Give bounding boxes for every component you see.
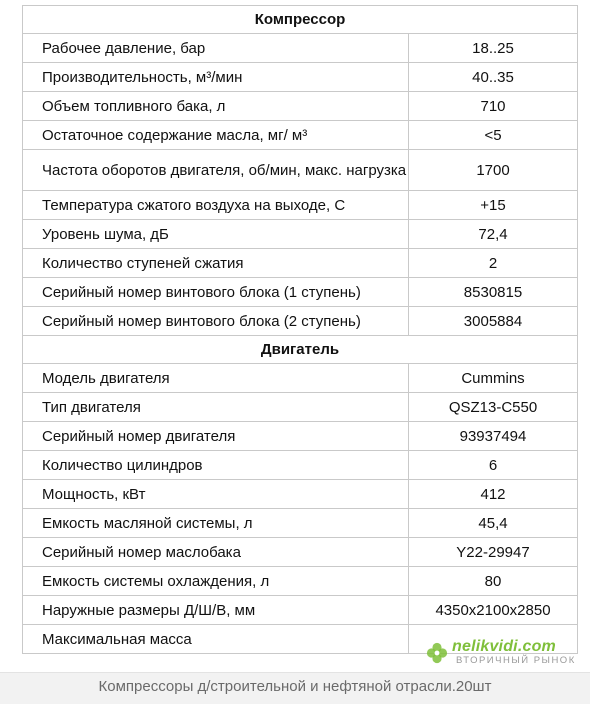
row-label: Емкость системы охлаждения, л	[23, 567, 409, 596]
table-row	[23, 364, 578, 393]
table-row	[23, 422, 578, 451]
table-row	[23, 220, 578, 249]
row-value: +15	[409, 191, 578, 220]
row-value: QSZ13-C550	[409, 393, 578, 422]
row-label: Количество цилиндров	[23, 451, 409, 480]
row-value: 2	[409, 249, 578, 278]
section-header-engine	[23, 336, 578, 364]
row-label: Серийный номер винтового блока (1 ступень)	[23, 278, 409, 307]
table-row	[23, 63, 578, 92]
spec-table	[22, 5, 578, 654]
row-value: <5	[409, 121, 578, 150]
section-title: Компрессор	[23, 6, 578, 34]
row-value: 80	[409, 567, 578, 596]
row-label: Производительность, м³/мин	[23, 63, 409, 92]
row-label: Частота оборотов двигателя, об/мин, макс. нагрузка	[23, 150, 409, 191]
image-caption: Компрессоры д/строительной и нефтяной отрасли.20шт	[98, 678, 492, 695]
table-row	[23, 451, 578, 480]
table-row	[23, 249, 578, 278]
row-label: Остаточное содержание масла, мг/ м³	[23, 121, 409, 150]
table-row	[23, 34, 578, 63]
row-label: Объем топливного бака, л	[23, 92, 409, 121]
row-label: Емкость масляной системы, л	[23, 509, 409, 538]
table-row	[23, 278, 578, 307]
row-label: Уровень шума, дБ	[23, 220, 409, 249]
row-value: 45,4	[409, 509, 578, 538]
table-row	[23, 92, 578, 121]
caption-bar	[0, 672, 590, 704]
row-label: Мощность, кВт	[23, 480, 409, 509]
table-row	[23, 567, 578, 596]
table-row	[23, 393, 578, 422]
row-value: 4350x2100x2850	[409, 596, 578, 625]
table-row	[23, 121, 578, 150]
row-label: Серийный номер маслобака	[23, 538, 409, 567]
row-value: 6	[409, 451, 578, 480]
table-row	[23, 150, 578, 191]
row-label: Серийный номер винтового блока (2 ступень)	[23, 307, 409, 336]
table-row	[23, 596, 578, 625]
row-label: Модель двигателя	[23, 364, 409, 393]
table-row	[23, 480, 578, 509]
row-value: 710	[409, 92, 578, 121]
row-value: 72,4	[409, 220, 578, 249]
clover-logo-icon	[426, 642, 448, 664]
nelikvidi-watermark	[424, 638, 580, 668]
table-row	[23, 538, 578, 567]
table-row	[23, 191, 578, 220]
row-label: Тип двигателя	[23, 393, 409, 422]
row-value: 93937494	[409, 422, 578, 451]
row-value: 3005884	[409, 307, 578, 336]
table-row	[23, 307, 578, 336]
row-value: Y22-29947	[409, 538, 578, 567]
row-label: Количество ступеней сжатия	[23, 249, 409, 278]
row-label: Рабочее давление, бар	[23, 34, 409, 63]
row-value: 1700	[409, 150, 578, 191]
table-row	[23, 509, 578, 538]
row-value: 8530815	[409, 278, 578, 307]
section-header-compressor	[23, 6, 578, 34]
watermark-name: nelikvidi.com	[452, 638, 556, 655]
row-value: 412	[409, 480, 578, 509]
row-label: Серийный номер двигателя	[23, 422, 409, 451]
row-value: Cummins	[409, 364, 578, 393]
section-title: Двигатель	[23, 336, 578, 364]
row-value: 18..25	[409, 34, 578, 63]
row-label: Максимальная масса	[23, 625, 409, 654]
row-label: Температура сжатого воздуха на выходе, С	[23, 191, 409, 220]
watermark-tagline: ВТОРИЧНЫЙ РЫНОК	[456, 655, 576, 666]
row-label: Наружные размеры Д/Ш/В, мм	[23, 596, 409, 625]
row-value: 40..35	[409, 63, 578, 92]
